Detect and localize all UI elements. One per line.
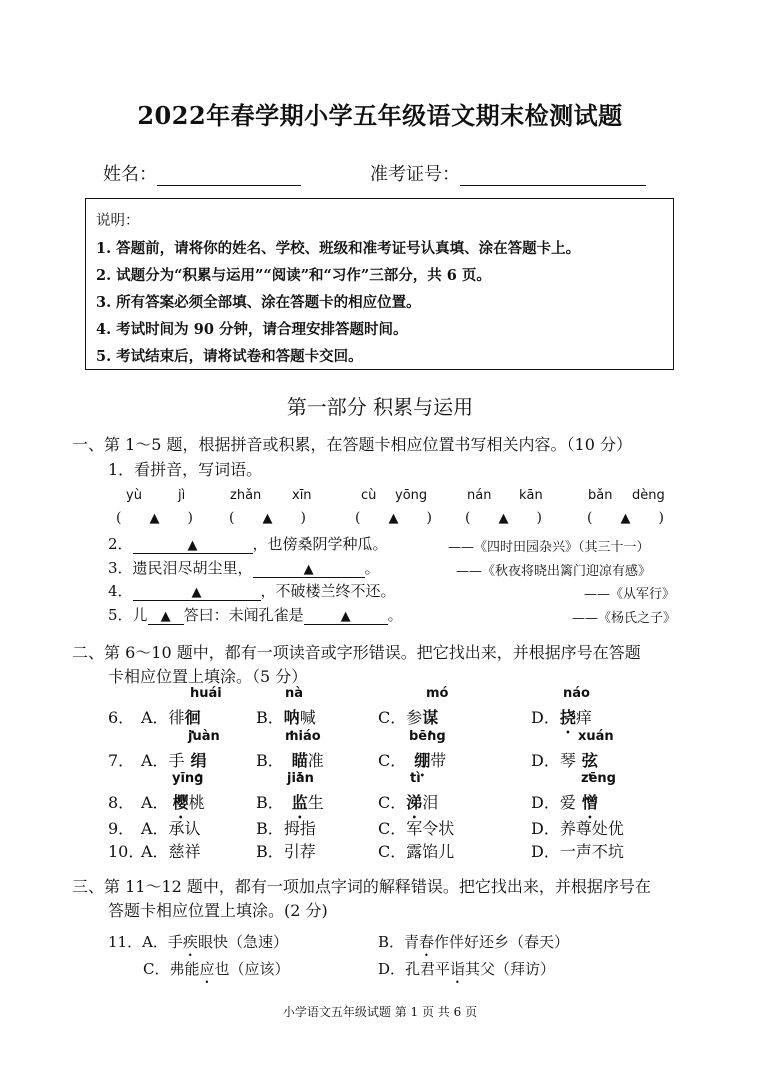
- option-text: 也（应该）: [214, 960, 290, 978]
- pinyin-4b: kān: [519, 488, 543, 503]
- option-text: A．: [141, 793, 169, 812]
- triangle-icon: ▲: [149, 511, 160, 526]
- pinyin-2b: xīn: [292, 488, 312, 503]
- pinyin: zēng: [581, 771, 616, 786]
- q11-option-b: [378, 931, 569, 960]
- q1-heading: 一、第 1～5 题，根据拼音或积累，在答题卡相应位置书写相关内容。（10 分）: [72, 435, 632, 454]
- option-text: 作伴好还乡（春天）: [434, 933, 570, 951]
- option-text: 喊: [299, 708, 316, 727]
- option-text: B．: [256, 751, 284, 770]
- triangle-icon: ▲: [160, 609, 171, 624]
- q-number: 4．: [108, 582, 133, 600]
- option-text: D．琴: [531, 751, 576, 770]
- q7-row: 7．: [108, 751, 135, 770]
- page-footer: 小学语文五年级试题 第 1 页 共 6 页: [282, 1005, 478, 1019]
- option-text: 其父（拜访）: [465, 960, 556, 978]
- dotted-char: 绢: [190, 751, 207, 770]
- fill-blank: [133, 535, 253, 554]
- option-text: 泪: [422, 793, 439, 812]
- fill-blank: [133, 582, 261, 601]
- q10-option-a: A．慈祥: [141, 842, 201, 861]
- note-1: 1. 答题前，请将你的姓名、学校、班级和准考证号认真填、涂在答题卡上。: [96, 240, 581, 257]
- dotted-char: 徊: [184, 708, 201, 727]
- source-1: ——《四时田园杂兴》（其三十一）: [448, 540, 650, 555]
- triangle-icon: ▲: [620, 511, 631, 526]
- option-text: A．徘: [141, 708, 185, 727]
- answer-blank-2: ( ▲ ): [229, 510, 306, 526]
- q-number: 5．: [108, 606, 133, 624]
- option-text: D．孔君平: [378, 960, 451, 978]
- dotted-char: 监: [291, 793, 308, 812]
- name-label: 姓名：: [103, 164, 157, 185]
- q9-number: 9．: [108, 819, 135, 838]
- option-text: C．: [378, 751, 407, 770]
- q11-option-a: [108, 931, 288, 960]
- note-2: 2. 试题分为“积累与运用”“阅读”和“习作”三部分，共 6 页。: [96, 267, 491, 284]
- poem-text: 遗民泪尽胡尘里，: [132, 559, 253, 577]
- q9-option-b: B．拇指: [256, 819, 316, 838]
- pinyin-5b: dèng: [632, 488, 665, 503]
- dotted-char: 涕: [406, 793, 423, 812]
- pinyin: juàn: [188, 729, 220, 744]
- q2-heading-1: 二、第 6～10 题中，都有一项读音或字形错误。把它找出来，并根据序号在答题: [72, 643, 641, 662]
- answer-blank-3: ( ▲ ): [355, 510, 432, 526]
- pinyin: tì: [410, 771, 421, 786]
- dotted-char: 挠: [559, 708, 576, 727]
- q-number: 6．: [108, 708, 135, 727]
- notes-heading: 说明：: [96, 213, 140, 229]
- pinyin: huái: [190, 686, 222, 701]
- option-text: 生: [307, 793, 324, 812]
- option-text: D．爱: [531, 793, 576, 812]
- source-2: ——《秋夜将晓出篱门迎凉有感》: [456, 564, 652, 579]
- option-text: 眼快（急速）: [197, 933, 288, 951]
- pinyin-4a: nán: [467, 488, 492, 503]
- dotted-char: 诣: [450, 960, 466, 978]
- dotted-char: 谋: [422, 708, 439, 727]
- pinyin-1a: yù: [126, 488, 142, 503]
- q8-row: 8．: [108, 793, 135, 812]
- pinyin-3a: cù: [361, 488, 377, 503]
- option-text: 带: [430, 751, 447, 770]
- pinyin: yīng: [172, 771, 204, 786]
- triangle-icon: ▲: [498, 511, 509, 526]
- note-3: 3. 所有答案必须全部填、涂在答题卡的相应位置。: [96, 294, 421, 311]
- pinyin: nà: [285, 686, 304, 701]
- q4-line: [108, 580, 396, 601]
- note-5: 5. 考试结束后，请将试卷和答题卡交回。: [96, 348, 363, 365]
- answer-blank-5: ( ▲ ): [587, 510, 664, 526]
- option-text: D．: [531, 708, 560, 727]
- fill-blank: [148, 606, 184, 625]
- option-text: 11．A．手: [108, 933, 183, 951]
- dotted-char: 樱: [172, 793, 189, 812]
- q9-option-d: D．养尊处优: [531, 819, 624, 838]
- q11-option-c: [143, 958, 290, 987]
- q9-option-a: A．承认: [141, 819, 201, 838]
- pinyin: xuán: [578, 729, 614, 744]
- dotted-char: 绷: [414, 751, 431, 770]
- poem-text: 答曰：未闻孔雀是: [183, 606, 304, 624]
- q10-option-d: D．一声不坑: [531, 842, 624, 861]
- section-title: 第一部分 积累与运用: [286, 395, 474, 419]
- pinyin: náo: [563, 686, 590, 701]
- q6-row: [108, 705, 134, 728]
- q10-option-b: B．引荐: [256, 842, 316, 861]
- pinyin-1b: jì: [178, 488, 186, 503]
- option-text: C．弗能: [143, 960, 200, 978]
- q-number: 3．: [108, 559, 133, 577]
- dotted-char: 憎: [581, 793, 598, 812]
- exam-no-label: 准考证号：: [370, 164, 460, 185]
- option-text: 痒: [575, 708, 592, 727]
- pinyin-3b: yōng: [395, 488, 428, 503]
- pinyin: mó: [426, 686, 449, 701]
- dotted-char: 弦: [581, 751, 598, 770]
- dotted-char: 春: [419, 933, 435, 951]
- triangle-icon: ▲: [303, 562, 314, 577]
- dotted-char: 瞄: [291, 751, 308, 770]
- option-text: B．: [256, 793, 284, 812]
- option-text: C．: [378, 793, 407, 812]
- q2-heading-2: 卡相应位置上填涂。（5 分）: [108, 667, 308, 686]
- poem-punct: 。: [387, 606, 403, 624]
- pinyin: bēng: [409, 729, 446, 744]
- poem-punct: 。: [364, 559, 380, 577]
- option-text: C．参: [378, 708, 423, 727]
- option-text: B．青: [378, 933, 420, 951]
- option-text: 桃: [188, 793, 205, 812]
- option-text: B．: [256, 708, 284, 727]
- name-blank: [157, 165, 301, 186]
- exam-no-blank: [460, 165, 646, 186]
- q3-heading-1: 三、第 11～12 题中，都有一项加点字词的解释错误。把它找出来，并根据序号在: [72, 877, 651, 896]
- q10-number: 10．: [108, 842, 145, 861]
- q5-line: [108, 604, 403, 625]
- q10-option-c: C．露馅儿: [378, 842, 455, 861]
- pinyin: miáo: [285, 729, 321, 744]
- triangle-icon: ▲: [388, 511, 399, 526]
- option-text: 准: [307, 751, 324, 770]
- q3-heading-2: 答题卡相应位置上填涂。(2 分): [108, 901, 328, 920]
- q1-sub1: 1．看拼音，写词语。: [108, 460, 263, 479]
- source-3: ——《从军行》: [584, 587, 676, 602]
- answer-blank-4: ( ▲ ): [465, 510, 542, 526]
- fill-blank: [304, 606, 388, 625]
- dotted-char: 应: [199, 960, 215, 978]
- q3-line: [108, 557, 380, 578]
- triangle-icon: ▲: [191, 585, 202, 600]
- fill-blank: [253, 559, 365, 578]
- pinyin-5a: bǎn: [588, 488, 613, 503]
- exam-no-row: [370, 160, 646, 186]
- poem-text: ，不破楼兰终不还。: [260, 582, 396, 600]
- answer-blank-1: ( ▲ ): [116, 510, 193, 526]
- triangle-icon: ▲: [187, 538, 198, 553]
- triangle-icon: ▲: [262, 511, 273, 526]
- dotted-char: 呐: [283, 708, 300, 727]
- poem-text: 儿: [132, 606, 148, 624]
- q-number: 2．: [108, 535, 133, 553]
- pinyin-2a: zhǎn: [230, 488, 262, 503]
- dotted-char: 疾: [182, 933, 198, 951]
- q11-option-d: [378, 958, 555, 987]
- option-text: A．手: [141, 751, 185, 770]
- poem-text: ，也傍桑阴学种瓜。: [252, 535, 388, 553]
- name-row: [103, 160, 301, 186]
- source-4: ——《杨氏之子》: [572, 611, 677, 626]
- q9-option-c: C．军令状: [378, 819, 455, 838]
- note-4: 4. 考试时间为 90 分钟，请合理安排答题时间。: [96, 321, 408, 338]
- triangle-icon: ▲: [340, 609, 351, 624]
- pinyin: jiān: [287, 771, 314, 786]
- q2-line: [108, 533, 388, 554]
- exam-title: 2022年春学期小学五年级语文期末检测试题: [137, 101, 623, 130]
